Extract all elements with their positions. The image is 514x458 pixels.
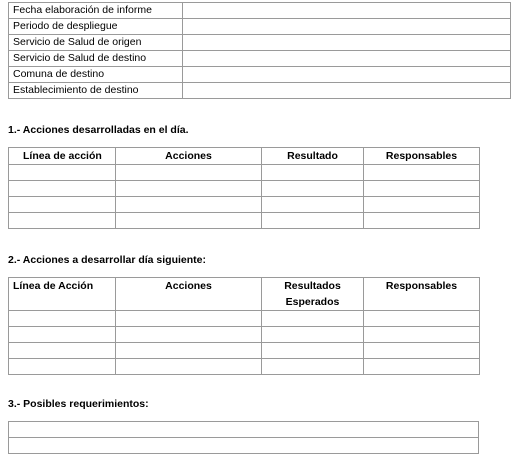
col-header-line: Línea de Acción [9,278,116,311]
cell[interactable] [116,343,262,359]
cell[interactable] [364,197,480,213]
col-header-expected-results: Resultados Esperados [262,278,364,311]
info-value-cell[interactable] [183,3,511,19]
table-row [9,35,511,51]
table-row [9,51,511,67]
cell[interactable] [9,327,116,343]
cell[interactable] [364,327,480,343]
cell[interactable] [262,343,364,359]
info-label: Servicio de Salud de destino [9,51,183,67]
table-row [9,19,511,35]
cell[interactable] [116,359,262,375]
cell[interactable] [9,165,116,181]
table-row [9,213,480,229]
info-label: Establecimiento de destino [9,83,183,99]
cell[interactable] [116,165,262,181]
cell[interactable] [116,213,262,229]
info-value-cell[interactable] [183,67,511,83]
cell[interactable] [364,343,480,359]
table-row [9,181,480,197]
header-row [9,148,480,165]
table-row [9,438,479,454]
requirements-table [8,421,479,454]
info-value-cell[interactable] [183,83,511,99]
table-row [9,343,480,359]
cell[interactable] [9,213,116,229]
cell[interactable] [9,197,116,213]
col-header-actions: Acciones [116,148,262,165]
cell[interactable] [364,213,480,229]
info-value-cell[interactable] [183,51,511,67]
table-row [9,422,479,438]
table-row [9,359,480,375]
cell[interactable] [262,213,364,229]
info-label: Periodo de despliegue [9,19,183,35]
section-1-title: 1.- Acciones desarrolladas en el día. [8,124,189,136]
cell[interactable] [9,181,116,197]
table-row [9,197,480,213]
table-row [9,67,511,83]
info-label: Servicio de Salud de origen [9,35,183,51]
section-3-title: 3.- Posibles requerimientos: [8,398,149,410]
table-row [9,327,480,343]
actions-next-day-table [8,277,480,375]
cell[interactable] [9,438,479,454]
cell[interactable] [262,359,364,375]
table-row [9,83,511,99]
info-value-cell[interactable] [183,19,511,35]
header-row [9,278,480,311]
table-row [9,165,480,181]
cell[interactable] [116,327,262,343]
col-header-line: Línea de acción [9,148,116,165]
info-value-cell[interactable] [183,35,511,51]
info-label: Comuna de destino [9,67,183,83]
col-header-result: Resultado [262,148,364,165]
col-header-actions: Acciones [116,278,262,311]
cell[interactable] [262,165,364,181]
cell[interactable] [9,311,116,327]
section-2-title: 2.- Acciones a desarrollar día siguiente: [8,254,207,266]
info-label: Fecha elaboración de informe [9,3,183,19]
cell[interactable] [364,165,480,181]
cell[interactable] [9,422,479,438]
cell[interactable] [364,181,480,197]
actions-done-table [8,147,480,229]
table-row [9,3,511,19]
cell[interactable] [262,181,364,197]
cell[interactable] [116,311,262,327]
cell[interactable] [116,181,262,197]
cell[interactable] [262,311,364,327]
cell[interactable] [262,197,364,213]
cell[interactable] [364,311,480,327]
report-info-table [8,2,511,99]
cell[interactable] [116,197,262,213]
cell[interactable] [262,327,364,343]
cell[interactable] [364,359,480,375]
table-row [9,311,480,327]
col-header-responsible: Responsables [364,278,480,311]
col-header-responsible: Responsables [364,148,480,165]
cell[interactable] [9,359,116,375]
cell[interactable] [9,343,116,359]
